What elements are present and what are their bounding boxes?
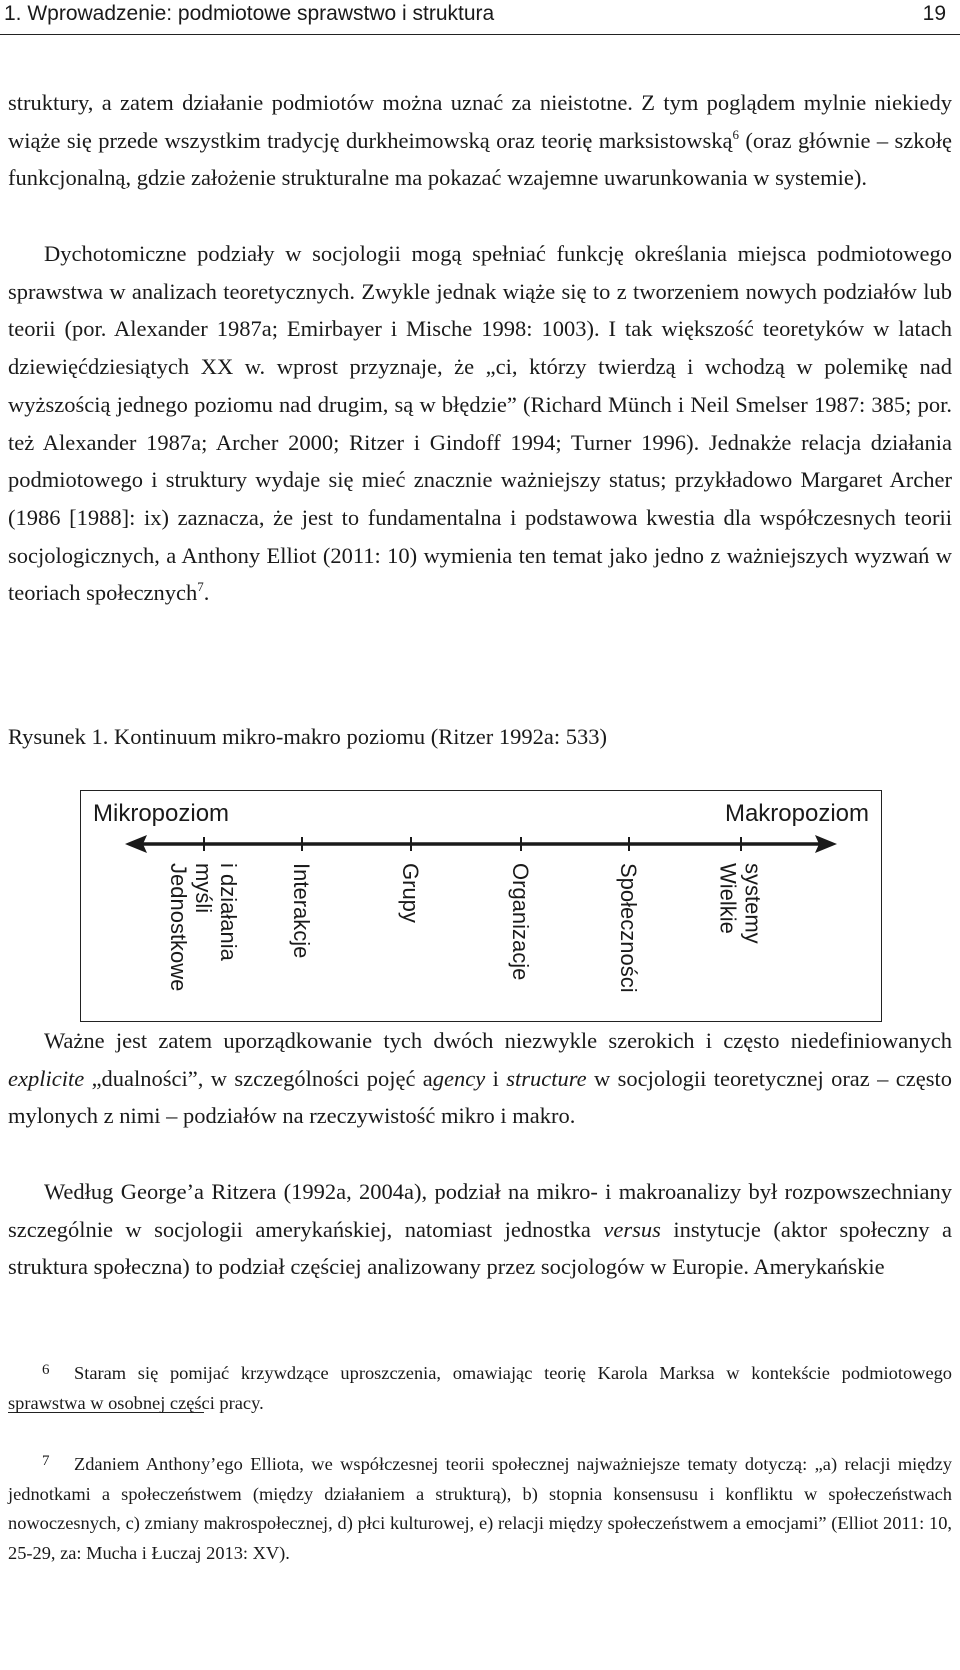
paragraph-4-text-a: Według George’a Ritzera (1992a, 2004a), podział na mikro- i makroanalizy był rozpowszechniany szczególnie w socjologii amerykańskiej, natomiast jednostka — [8, 1179, 952, 1242]
micro-macro-continuum-figure — [80, 790, 882, 1022]
tick-label — [398, 863, 423, 923]
paragraph-3-text-d: w socjologii teoretycznej oraz – często mylonych z nimi – podziałów na rzeczywistość mikro i makro. — [8, 1065, 952, 1129]
tick-label-line: Wielkie — [715, 863, 741, 934]
tick-label — [508, 863, 533, 980]
footnote-text: Zdaniem Anthony’ego Elliota, we współczesnej teorii społecznej najważniejsze tematy dotyczą: „a) relacji między jednotkami a społeczeństwem (między działaniem a strukturą), b) stopnia konsensusu i konfliktu w społeczeństwach nowoczesnych, c) zmiany makrospołecznej, d) płci kulturowej, e) relacji między społeczeństwem a emocjami” (Elliot 2011: 10, 25-29, za: Mucha i Łuczaj 2013: XV). — [8, 1454, 952, 1563]
figure-caption: Rysunek 1. Kontinuum mikro-makro poziomu (Ritzer 1992a: 533) — [8, 724, 608, 749]
tick-label-line: Organizacje — [508, 863, 533, 981]
footnote-number: 7 — [42, 1453, 50, 1469]
tick-label-line: Społeczności — [616, 863, 641, 993]
paragraph-2-text: Dychotomiczne podziały w socjologii mogą spełniać funkcję określania miejsca podmiotowego sprawstwa w analizach teoretycznych. Zwykle jednak wiąże się to z tworzeniem nowych podziałów lub teorii (por. Alexander 1987a; Emirbayer i Mische 1998: 1003). I tak większość teoretyków w latach dziewięćdziesiątych XX w. wprost przyznaje, że „ci, którzy twierdzą i wchodzą w polemikę nad wyższością jednego poziomu nad drugim, są w błędzie” (Richard Münch i Neil Smelser 1987: 385; por. też Alexander 1987a; Archer 2000; Ritzer i Gindoff 1994; Turner 1996). Jednakże relacja działania podmiotowego i struktury wydaje się mieć znacznie ważniejszy status; przykładowo Margaret Archer (1986 [1988]: ix) zaznacza, że jest to fundamentalna i podstawowa kwestia dla współczesnych teorii socjologicznych, a Anthony Elliot (2011: 10) wymienia ten temat jako jedno z ważniejszych wyzwań w teoriach społecznych — [8, 241, 952, 606]
tick-label-line: myśli — [191, 863, 216, 914]
tick-label — [166, 863, 241, 991]
paragraph-3-text-a: Ważne jest zatem uporządkowanie tych dwóch niezwykle szerokich i często niedefiniowanych — [44, 1028, 952, 1053]
footnote-number: 6 — [42, 1362, 50, 1378]
tick-label-line: Grupy — [398, 863, 423, 923]
paragraph-1-text-b: (oraz głównie – szkołę funkcjonalną, gdzie założenie strukturalne ma pokazać wzajemne uwarunkowania w systemie). — [8, 127, 952, 191]
paragraph-4-text-b: instytucje (aktor społeczny a struktura społeczna) to podział częściej analizowany przez socjologów w Europie. Amerykańskie — [8, 1216, 952, 1280]
tick-label-line: Jednostkowe — [166, 863, 191, 992]
footnote-7 — [8, 1447, 952, 1568]
tick-label-line: Interakcje — [289, 863, 314, 959]
italic-term-explicite: explicite — [8, 1065, 85, 1091]
paragraph-2-end: . — [203, 580, 210, 606]
running-header — [0, 0, 960, 35]
footnote-text: Staram się pomijać krzywdzące uproszczenia, omawiając teorię Karola Marksa w kontekście podmiotowego sprawstwa w osobnej części pracy. — [8, 1363, 952, 1413]
tick-label-line: i działania — [216, 863, 241, 961]
paragraph-3 — [8, 1022, 952, 1135]
italic-term-gency: gency — [432, 1065, 486, 1091]
footnote-ref-7[interactable]: 7 — [197, 579, 204, 595]
paragraph-1 — [8, 84, 952, 197]
micro-level-label: Mikropoziom — [93, 800, 230, 827]
footnote-6 — [8, 1356, 952, 1418]
page-number: 19 — [922, 2, 946, 25]
footnote-ref-6[interactable]: 6 — [732, 126, 740, 142]
italic-term-versus: versus — [603, 1216, 661, 1242]
tick-label-line: systemy — [740, 863, 766, 944]
macro-level-label: Makropoziom — [724, 800, 869, 827]
tick-label — [716, 863, 766, 944]
tick-label — [616, 863, 641, 993]
continuum-diagram — [81, 791, 881, 1021]
paragraph-3-text-c: i — [485, 1065, 507, 1091]
tick-label — [289, 863, 314, 958]
paragraph-1-text-a: struktury, a zatem działanie podmiotów można uznać za nieistotne. Z tym poglądem mylnie niekiedy wiąże się przede wszystkim tradycję durkheimowską oraz teorię marksistowską — [8, 90, 952, 153]
paragraph-3-text-b: „dualności”, w szczególności pojęć a — [84, 1065, 433, 1091]
paragraph-2 — [8, 235, 952, 612]
chapter-title: 1. Wprowadzenie: podmiotowe sprawstwo i struktura — [4, 2, 495, 25]
italic-term-structure: structure — [506, 1065, 587, 1091]
paragraph-4 — [8, 1173, 952, 1286]
